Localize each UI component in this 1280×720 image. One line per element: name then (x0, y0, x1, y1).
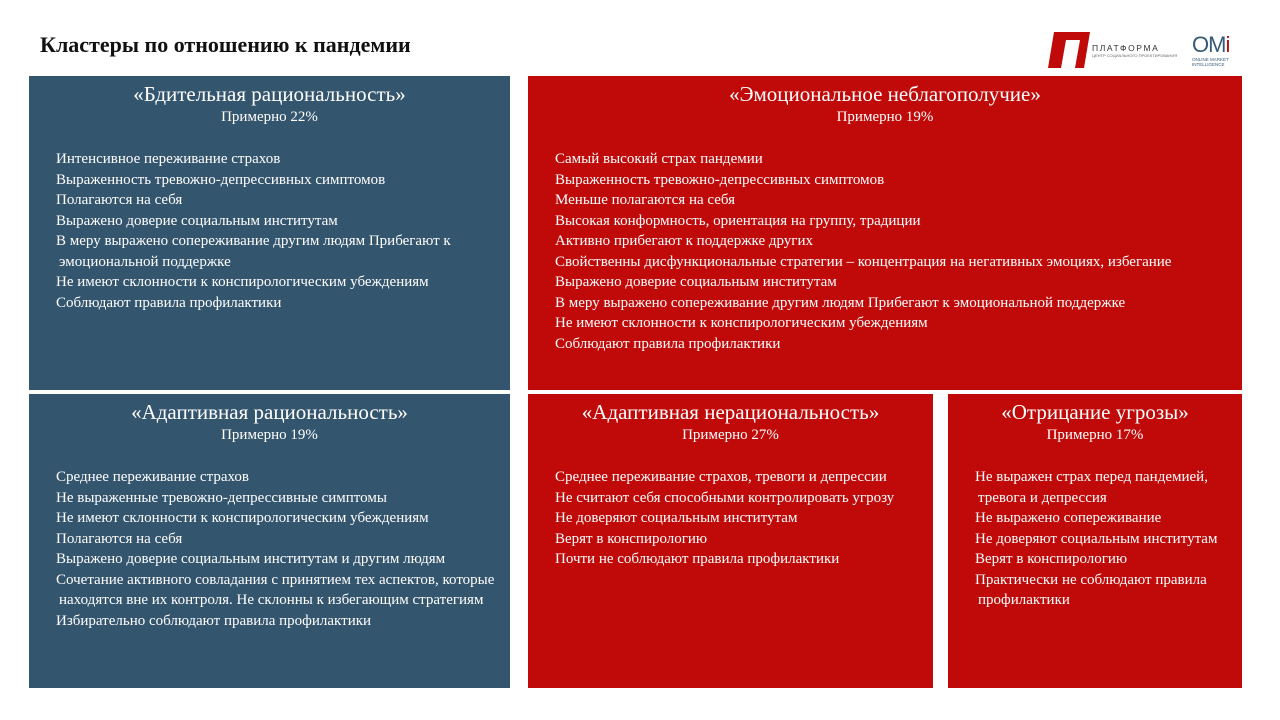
cluster-items (528, 467, 933, 570)
list-item: Соблюдают правила профилактики (555, 335, 781, 352)
list-item: В меру выражено сопереживание другим людям Прибегают к эмоциональной поддержке (555, 294, 1126, 311)
list-item: Сочетание активного совладания с принятием тех аспектов, которые находятся вне их контроля. Не склонны к избегающим стратегиям (56, 571, 495, 608)
list-item: Выражено доверие социальным институтам (555, 274, 837, 290)
cluster-adaptive-rationality (29, 394, 510, 688)
cluster-title: «Отрицание угрозы» (1001, 400, 1189, 424)
list-item: Не выраженные тревожно-депрессивные симптомы (56, 489, 387, 506)
cluster-threat-denial (948, 394, 1242, 688)
list-item: Верят в конспирологию (975, 551, 1128, 567)
list-item: Избирательно соблюдают правила профилактики (56, 612, 372, 629)
list-item: Не доверяют социальным институтам (975, 530, 1218, 547)
list-item: Полагаются на себя (56, 192, 183, 208)
cluster-share: Примерно 19% (836, 109, 934, 125)
platforma-logo-name: ПЛАТФОРМА (1092, 43, 1160, 53)
list-item: Почти не соблюдают правила профилактики (555, 551, 840, 567)
list-item: Не имеют склонности к конспирологическим убеждениям (56, 274, 429, 290)
list-item: В меру выражено сопереживание другим людям Прибегают к эмоциональной поддержке (56, 233, 451, 270)
cluster-share: Примерно 27% (682, 427, 779, 443)
list-item: Активно прибегают к поддержке других (555, 233, 813, 249)
list-item: Практически не соблюдают правила профилактики (975, 571, 1207, 608)
cluster-share: Примерно 17% (1046, 427, 1144, 443)
cluster-vigilant-rationality (29, 76, 510, 390)
list-item: Выраженность тревожно-депрессивных симптомов (56, 171, 386, 188)
list-item: Не доверяют социальным институтам (555, 510, 798, 526)
platforma-logo (1048, 30, 1178, 70)
cluster-items (29, 149, 510, 313)
list-item: Верят в конспирологию (555, 530, 708, 547)
cluster-items (29, 467, 510, 631)
omi-logo (1188, 32, 1248, 76)
page-title: Кластеры по отношению к пандемии (40, 32, 411, 57)
cluster-title: «Адаптивная нерациональность» (581, 400, 880, 424)
list-item: Выраженность тревожно-депрессивных симптомов (555, 171, 885, 188)
list-item: Среднее переживание страхов (56, 469, 249, 485)
list-item: Выражено доверие социальным институтам (56, 212, 338, 229)
cluster-title: «Адаптивная рациональность» (131, 400, 408, 424)
omi-logo-mark: OMi (1192, 32, 1230, 57)
list-item: Интенсивное переживание страхов (56, 151, 281, 167)
list-item: Не имеют склонности к конспирологическим убеждениям (555, 315, 928, 331)
list-item: Выражено доверие социальным институтам и другим людям (56, 551, 446, 567)
list-item: Полагаются на себя (56, 530, 183, 547)
list-item: Меньше полагаются на себя (555, 192, 736, 208)
list-item: Не выражен страх перед пандемией, тревога и депрессия (975, 469, 1208, 506)
list-item: Не имеют склонности к конспирологическим убеждениям (56, 510, 429, 526)
list-item: Среднее переживание страхов, тревоги и депрессии (555, 469, 887, 485)
list-item: Не выражено сопереживание (975, 510, 1162, 526)
platforma-logo-subtitle: ЦЕНТР СОЦИАЛЬНОГО ПРОЕКТИРОВАНИЯ (1092, 53, 1178, 58)
cluster-share: Примерно 19% (221, 427, 318, 443)
cluster-adaptive-irrationality (528, 394, 933, 688)
platforma-logo-icon (1048, 32, 1090, 68)
list-item: Соблюдают правила профилактики (56, 294, 282, 311)
list-item: Высокая конформность, ориентация на группу, традиции (555, 212, 921, 229)
omi-logo-subtitle: ONLINE MARKET INTELLIGENCE (1192, 57, 1229, 67)
cluster-share: Примерно 22% (221, 109, 318, 125)
cluster-items (528, 149, 1242, 354)
cluster-items (948, 467, 1242, 611)
list-item: Свойственны дисфункциональные стратегии – концентрация на негативных эмоциях, избегание (555, 253, 1172, 270)
cluster-title: «Эмоциональное неблагополучие» (729, 82, 1041, 106)
cluster-title: «Бдительная рациональность» (133, 82, 406, 106)
list-item: Самый высокий страх пандемии (555, 151, 763, 167)
cluster-emotional-distress (528, 76, 1242, 390)
list-item: Не считают себя способными контролировать угрозу (555, 489, 895, 506)
